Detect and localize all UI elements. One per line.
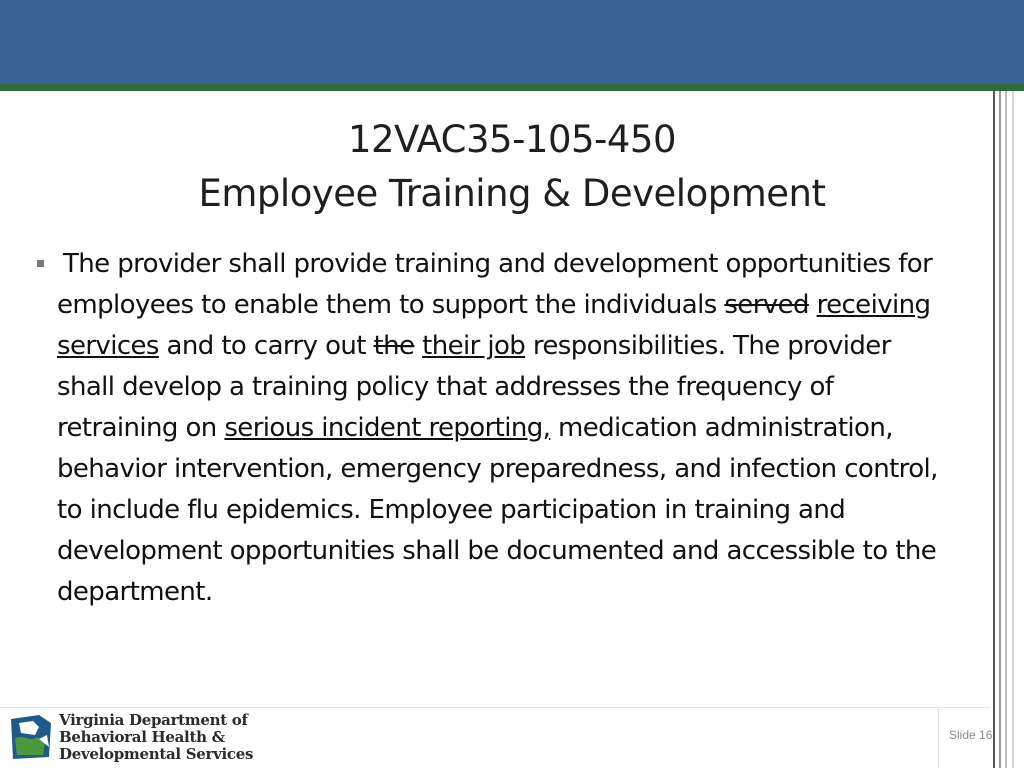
slide-number: Slide 16	[949, 728, 993, 742]
header-band	[0, 0, 1024, 84]
text-segment: medication administration, behavior intervention, emergency preparedness, and infection control, to include flu epidemics. Employee participation in training and development opportunities shall be documented and accessible to the department.	[57, 413, 938, 607]
bullet-square-icon	[37, 260, 44, 267]
inserted-text: receiving services	[57, 290, 931, 361]
title-line-topic: Employee Training & Development	[198, 172, 826, 215]
logo-text-line: Behavioral Health &	[59, 728, 225, 746]
inserted-text: their job	[422, 331, 526, 361]
bullet-paragraph	[57, 244, 947, 613]
slide-title	[0, 113, 1024, 221]
footer-vertical-divider	[938, 708, 939, 768]
text-segment	[414, 331, 422, 361]
deleted-text: the	[373, 331, 415, 361]
title-line-regulation: 12VAC35-105-450	[347, 118, 677, 161]
text-segment: responsibilities. The provider shall develop a training policy that addresses the frequency of retraining on	[57, 331, 891, 443]
dbhds-logo-icon	[9, 713, 53, 761]
organization-logo-text	[59, 712, 253, 763]
footer-divider-line	[0, 707, 990, 708]
logo-text-line: Developmental Services	[59, 745, 254, 763]
text-segment	[809, 290, 817, 320]
text-segment: The provider shall provide training and development opportunities for employees to enable them to support the individuals	[57, 249, 933, 320]
header-accent-stripe	[0, 84, 1024, 91]
logo-text-line: Virginia Department of	[59, 711, 248, 729]
inserted-text: serious incident reporting,	[224, 413, 551, 443]
text-segment: and to carry out	[158, 331, 374, 361]
deleted-text: served	[724, 290, 809, 320]
